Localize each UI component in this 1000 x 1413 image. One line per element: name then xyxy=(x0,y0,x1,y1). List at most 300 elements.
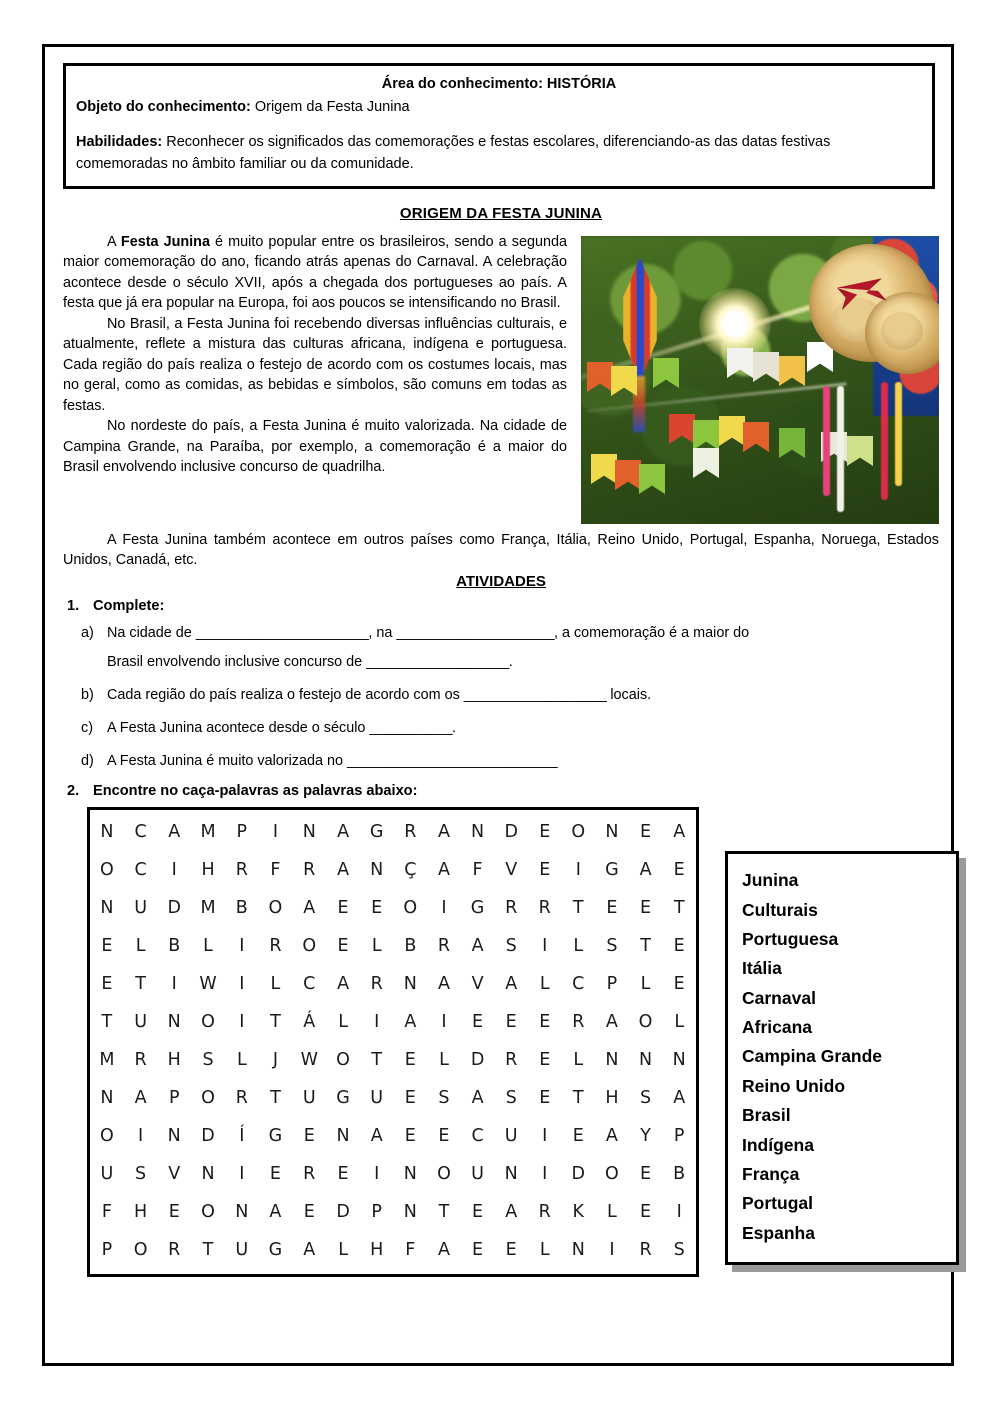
wordsearch-cell[interactable]: V xyxy=(505,860,518,881)
wordsearch-cell[interactable]: H xyxy=(605,1088,619,1109)
wordsearch-cell[interactable]: N xyxy=(403,1164,417,1185)
wordsearch-cell[interactable]: O xyxy=(100,860,114,881)
wordsearch-word-item: Reino Unido xyxy=(742,1075,846,1096)
wordsearch-cell[interactable]: A xyxy=(437,1240,450,1261)
wordsearch-cell[interactable]: A xyxy=(337,822,350,843)
wordsearch-row xyxy=(90,966,696,1004)
wordsearch-cell[interactable]: H xyxy=(134,1202,148,1223)
wordsearch-cell[interactable]: A xyxy=(303,1240,316,1261)
question-2-number: 2. xyxy=(67,783,80,800)
wordsearch-cell[interactable]: E xyxy=(640,822,652,843)
question-2-prompt xyxy=(63,783,939,799)
item-label-a: a) xyxy=(81,624,94,641)
wordsearch-cell[interactable]: S xyxy=(505,936,517,957)
wordsearch-cell[interactable]: A xyxy=(505,1202,518,1223)
wordsearch-cell[interactable]: T xyxy=(135,974,146,995)
wordsearch-cell[interactable]: S xyxy=(438,1088,450,1109)
question-1d xyxy=(63,750,939,773)
wordsearch-cell[interactable]: N xyxy=(605,1050,619,1071)
wordsearch-cell[interactable]: G xyxy=(470,898,485,919)
wordsearch-row xyxy=(90,890,696,928)
wordsearch-cell[interactable]: N xyxy=(504,1164,518,1185)
wordsearch-cell[interactable]: W xyxy=(199,974,217,995)
wordsearch-cell[interactable]: N xyxy=(403,974,417,995)
wordsearch-cell[interactable]: E xyxy=(168,1202,180,1223)
wordsearch-cell[interactable]: Í xyxy=(239,1126,245,1147)
wordsearch-cell[interactable]: E xyxy=(539,1050,551,1071)
wordsearch-cell[interactable]: L xyxy=(203,936,213,957)
item-label-c: c) xyxy=(81,720,93,737)
skills-label: Habilidades: xyxy=(76,134,163,151)
wordsearch-cell[interactable]: U xyxy=(370,1088,384,1109)
answer-blank-c1[interactable]: ___________ xyxy=(369,720,452,737)
wordsearch-cell[interactable]: L xyxy=(539,1240,550,1261)
wordsearch-cell[interactable]: O xyxy=(268,898,283,919)
wordsearch-cell[interactable]: D xyxy=(201,1126,215,1147)
wordsearch-word-item: Itália xyxy=(742,958,782,979)
wordsearch-row xyxy=(90,852,696,890)
wordsearch-cell[interactable]: L xyxy=(640,974,651,995)
wordsearch-cell[interactable]: A xyxy=(337,860,350,881)
wordsearch-cell[interactable]: P xyxy=(168,1088,180,1109)
wordsearch-cell[interactable]: N xyxy=(100,898,114,919)
wordsearch-cell[interactable]: T xyxy=(572,898,584,919)
wordsearch-cell[interactable]: A xyxy=(505,974,518,995)
article-paragraph-3: No nordeste do país, a Festa Junina é muito valorizada. Na cidade de Campina Grande, na Paraíba, por exemplo, a comemoração é a maior do Brasil envolvendo inclusive concurso de quadrilha. xyxy=(63,418,567,475)
wordsearch-cell[interactable]: I xyxy=(374,1164,380,1185)
wordsearch-cell[interactable]: U xyxy=(302,1088,316,1109)
wordsearch-cell[interactable]: N xyxy=(571,1240,585,1261)
wordsearch-cell[interactable]: U xyxy=(471,1164,484,1185)
wordsearch-cell[interactable]: A xyxy=(404,1012,417,1033)
wordsearch-cell[interactable]: G xyxy=(336,1088,350,1109)
wordsearch-cell[interactable]: M xyxy=(99,1050,115,1071)
wordsearch-cell[interactable]: F xyxy=(472,860,483,881)
wordsearch-cell[interactable]: N xyxy=(167,1012,181,1033)
wordsearch-cell[interactable]: U xyxy=(504,1126,518,1147)
answer-blank-a2[interactable]: _____________________ xyxy=(396,624,554,641)
wordsearch-cell[interactable]: I xyxy=(138,1126,144,1147)
knowledge-object-line xyxy=(76,97,922,118)
wordsearch-cell[interactable]: A xyxy=(303,898,316,919)
answer-blank-b1[interactable]: ___________________ xyxy=(463,687,607,703)
item-a-text-1: Na cidade de xyxy=(107,624,196,641)
wordsearch-cell[interactable]: R xyxy=(303,860,316,881)
wordsearch-cell[interactable]: R xyxy=(303,1164,316,1185)
wordsearch-cell[interactable]: A xyxy=(605,1126,618,1147)
wordsearch-cell[interactable]: L xyxy=(270,974,281,995)
wordsearch-word-item: Indígena xyxy=(742,1134,814,1155)
wordsearch-row xyxy=(90,1156,696,1194)
wordsearch-cell[interactable]: E xyxy=(539,860,551,881)
wordsearch-cell[interactable]: F xyxy=(270,860,281,881)
wordsearch-cell[interactable]: C xyxy=(471,1126,484,1147)
wordsearch-cell[interactable]: O xyxy=(571,822,586,843)
wordsearch-cell[interactable]: E xyxy=(303,1202,315,1223)
wordsearch-cell[interactable]: E xyxy=(640,1202,652,1223)
wordsearch-word-item: Portuguesa xyxy=(742,928,839,949)
wordsearch-cell[interactable]: E xyxy=(539,1012,551,1033)
wordsearch-cell[interactable]: D xyxy=(571,1164,586,1185)
wordsearch-cell[interactable]: A xyxy=(639,860,652,881)
wordsearch-cell[interactable]: N xyxy=(100,822,114,843)
question-1a xyxy=(63,622,939,674)
question-1b xyxy=(63,684,939,707)
question-1-prompt xyxy=(63,598,939,614)
wordsearch-cell[interactable]: O xyxy=(638,1012,653,1033)
wordsearch-cell[interactable]: N xyxy=(639,1050,653,1071)
wordsearch-cell[interactable]: R xyxy=(505,898,518,919)
wordsearch-cell[interactable]: A xyxy=(471,1088,484,1109)
wordsearch-cell[interactable]: R xyxy=(235,1088,248,1109)
wordsearch-row xyxy=(90,1194,696,1232)
wordsearch-cell[interactable]: R xyxy=(505,1050,518,1071)
worksheet-content xyxy=(63,199,939,1307)
wordsearch-cell[interactable]: S xyxy=(606,936,618,957)
wordsearch-cell[interactable]: N xyxy=(672,1050,686,1071)
wordsearch-cell[interactable]: R xyxy=(134,1050,147,1071)
wordsearch-cell[interactable]: L xyxy=(573,936,584,957)
article-paragraph-2: No Brasil, a Festa Junina foi recebendo diversas influências culturais, e atualmente, reflete a mistura das culturas africana, indígena e portuguesa. Cada região do país realiza o festejo de acordo com os costumes locais, mas no geral, como as comidas, as bebidas e símbolos, são comuns em todas as festas. xyxy=(63,315,567,414)
photo-ribbon xyxy=(895,382,902,486)
wordsearch-cell[interactable]: C xyxy=(572,974,585,995)
wordsearch-cell[interactable]: N xyxy=(471,822,485,843)
wordsearch-cell[interactable]: I xyxy=(239,1012,245,1033)
wordsearch-cell[interactable]: E xyxy=(101,936,113,957)
wordsearch-cell[interactable]: F xyxy=(405,1240,416,1261)
wordsearch-cell[interactable]: B xyxy=(168,936,181,957)
wordsearch-cell[interactable]: A xyxy=(605,1012,618,1033)
wordsearch-word-item: Espanha xyxy=(742,1222,815,1243)
wordsearch-cell[interactable]: L xyxy=(371,936,382,957)
knowledge-meta-box xyxy=(63,63,935,189)
wordsearch-cell[interactable]: S xyxy=(673,1240,685,1261)
wordsearch-grid[interactable] xyxy=(90,814,696,1270)
wordsearch-grid-body xyxy=(90,814,696,1270)
wordsearch-cell[interactable]: G xyxy=(605,860,619,881)
wordsearch-cell[interactable]: E xyxy=(539,822,551,843)
wordsearch-cell[interactable]: A xyxy=(134,1088,147,1109)
wordsearch-cell[interactable]: L xyxy=(573,1050,584,1071)
wordsearch-cell[interactable]: O xyxy=(336,1050,350,1071)
wordsearch-cell[interactable]: T xyxy=(270,1088,281,1109)
wordsearch-cell[interactable]: C xyxy=(303,974,316,995)
wordsearch-row xyxy=(90,1042,696,1080)
item-b-text-1: Cada região do país realiza o festejo de acordo com os xyxy=(107,687,464,703)
wordsearch-cell[interactable]: T xyxy=(371,1050,383,1071)
photo-ribbon xyxy=(823,386,830,496)
wordsearch-cell[interactable]: T xyxy=(101,1012,113,1033)
meta-spacer xyxy=(76,118,922,132)
wordsearch-cell[interactable]: L xyxy=(439,1050,449,1071)
wordsearch-word-list-box xyxy=(725,851,959,1265)
wordsearch-cell[interactable]: Y xyxy=(640,1126,651,1147)
wordsearch-cell[interactable]: E xyxy=(472,1012,484,1033)
wordsearch-cell[interactable]: S xyxy=(135,1164,147,1185)
knowledge-object-label: Objeto do conhecimento: xyxy=(76,99,251,116)
wordsearch-cell[interactable]: A xyxy=(437,974,450,995)
wordsearch-cell[interactable]: K xyxy=(572,1202,585,1223)
wordsearch-cell[interactable]: T xyxy=(438,1202,450,1223)
wordsearch-cell[interactable]: D xyxy=(470,1050,485,1071)
wordsearch-cell[interactable]: I xyxy=(239,974,245,995)
wordsearch-cell[interactable]: L xyxy=(607,1202,617,1223)
knowledge-area-line: Área do conhecimento: HISTÓRIA xyxy=(381,76,617,92)
wordsearch-cell[interactable]: P xyxy=(371,1202,382,1223)
wordsearch-cell[interactable]: E xyxy=(673,974,685,995)
wordsearch-cell[interactable]: R xyxy=(404,822,417,843)
answer-blank-d1[interactable]: ____________________________ xyxy=(346,753,558,770)
wordsearch-cell[interactable]: R xyxy=(538,898,551,919)
wordsearch-row xyxy=(90,1004,696,1042)
wordsearch-cell[interactable]: A xyxy=(337,974,350,995)
wordsearch-cell[interactable]: E xyxy=(337,1164,349,1185)
photo-ribbon xyxy=(837,386,844,512)
question-2-text: Encontre no caça-palavras as palavras abaixo: xyxy=(93,783,418,800)
wordsearch-cell[interactable]: N xyxy=(167,1126,181,1147)
wordsearch-cell[interactable]: E xyxy=(337,936,349,957)
wordsearch-cell[interactable]: O xyxy=(100,1126,114,1147)
wordsearch-cell[interactable]: D xyxy=(504,822,518,843)
question-1-number: 1. xyxy=(67,597,80,614)
wordsearch-cell[interactable]: I xyxy=(542,936,548,957)
wordsearch-cell[interactable]: G xyxy=(268,1240,283,1261)
wordsearch-cell[interactable]: L xyxy=(236,1050,247,1071)
question-1-text: Complete: xyxy=(93,597,165,614)
wordsearch-cell[interactable]: I xyxy=(374,1012,380,1033)
wordsearch-cell[interactable]: E xyxy=(404,1088,416,1109)
wordsearch-cell[interactable]: A xyxy=(269,1202,282,1223)
wordsearch-cell[interactable]: O xyxy=(605,1164,619,1185)
wordsearch-cell[interactable]: V xyxy=(168,1164,181,1185)
item-c-text-2: . xyxy=(451,720,456,737)
wordsearch-cell[interactable]: R xyxy=(235,860,248,881)
wordsearch-cell[interactable]: I xyxy=(676,1202,682,1223)
wordsearch-cell[interactable]: P xyxy=(673,1126,685,1147)
photo-straw-hat-crown xyxy=(881,312,923,350)
knowledge-object-value: Origem da Festa Junina xyxy=(254,99,410,116)
article-paragraph-4: A Festa Junina também acontece em outros países como França, Itália, Reino Unido, Portugal, Espanha, Noruega, Estados Unidos, Canadá, etc. xyxy=(63,532,939,569)
wordsearch-cell[interactable]: L xyxy=(338,1240,348,1261)
wordsearch-cell[interactable]: T xyxy=(270,1012,281,1033)
wordsearch-cell[interactable]: N xyxy=(336,1126,350,1147)
wordsearch-cell[interactable]: I xyxy=(542,1164,548,1185)
wordsearch-cell[interactable]: A xyxy=(673,1088,686,1109)
wordsearch-cell[interactable]: N xyxy=(100,1088,114,1109)
wordsearch-cell[interactable]: E xyxy=(371,898,383,919)
item-a-text-4: Brasil envolvendo inclusive concurso de xyxy=(107,653,367,670)
wordsearch-row xyxy=(90,1118,696,1156)
wordsearch-cell[interactable]: E xyxy=(673,860,685,881)
wordsearch-cell[interactable]: L xyxy=(338,1012,348,1033)
wordsearch-row xyxy=(90,1232,696,1270)
item-label-b: b) xyxy=(81,687,94,703)
wordsearch-cell[interactable]: R xyxy=(639,1240,652,1261)
wordsearch-cell[interactable]: O xyxy=(302,936,317,957)
wordsearch-cell[interactable]: G xyxy=(369,822,384,843)
wordsearch-cell[interactable]: A xyxy=(673,822,686,843)
wordsearch-cell[interactable]: E xyxy=(404,1050,416,1071)
wordsearch-cell[interactable]: P xyxy=(236,822,248,843)
wordsearch-cell[interactable]: I xyxy=(441,1012,447,1033)
wordsearch-cell[interactable]: H xyxy=(167,1050,181,1071)
wordsearch-cell[interactable]: B xyxy=(404,936,417,957)
wordsearch-cell[interactable]: E xyxy=(505,1012,517,1033)
item-a-text-5: . xyxy=(508,653,513,670)
wordsearch-cell[interactable]: R xyxy=(538,1202,551,1223)
p1-rest: é muito popular entre os brasileiros, sendo a segunda maior comemoração do ano, ficando atrás apenas do Carnaval. A celebração acontece desde o século XVII, após a chegada dos portugueses ao país. A festa que já era popular na Europa, foi aos poucos se intensificando no Brasil. xyxy=(63,234,567,312)
wordsearch-cell[interactable]: R xyxy=(572,1012,585,1033)
wordsearch-row xyxy=(90,928,696,966)
wordsearch-cell[interactable]: G xyxy=(268,1126,283,1147)
wordsearch-cell[interactable]: H xyxy=(370,1240,384,1261)
wordsearch-cell[interactable]: Ç xyxy=(404,860,417,881)
wordsearch-cell[interactable]: D xyxy=(336,1202,350,1223)
wordsearch-cell[interactable]: N xyxy=(201,1164,215,1185)
item-d-text-1: A Festa Junina é muito valorizada no xyxy=(107,753,347,770)
wordsearch-cell[interactable]: E xyxy=(303,1126,315,1147)
wordsearch-cell[interactable]: I xyxy=(272,822,278,843)
wordsearch-cell[interactable]: F xyxy=(101,1202,112,1223)
wordsearch-cell[interactable]: O xyxy=(133,1240,148,1261)
skills-value: Reconhecer os significados das comemorações e festas escolares, diferenciando-as das datas festivas comemoradas no âmbito familiar ou da comunidade. xyxy=(76,134,831,172)
wordsearch-area xyxy=(63,807,939,1307)
wordsearch-cell[interactable]: A xyxy=(370,1126,383,1147)
wordsearch-cell[interactable]: N xyxy=(605,822,619,843)
wordsearch-cell[interactable]: P xyxy=(101,1240,113,1261)
wordsearch-cell[interactable]: R xyxy=(269,936,282,957)
wordsearch-cell[interactable]: I xyxy=(239,1164,245,1185)
article-title: ORIGEM DA FESTA JUNINA xyxy=(399,205,603,222)
wordsearch-cell[interactable]: I xyxy=(542,1126,548,1147)
p1-lead: A xyxy=(107,234,121,250)
wordsearch-cell[interactable]: O xyxy=(201,1012,215,1033)
wordsearch-word-item: Junina xyxy=(742,870,799,891)
wordsearch-cell[interactable]: O xyxy=(403,898,418,919)
item-a-text-2: , na xyxy=(368,624,397,641)
wordsearch-cell[interactable]: E xyxy=(673,936,685,957)
wordsearch-cell[interactable]: P xyxy=(606,974,618,995)
wordsearch-word-item: Campina Grande xyxy=(742,1046,883,1067)
wordsearch-word-item: Brasil xyxy=(742,1105,791,1126)
wordsearch-cell[interactable]: E xyxy=(472,1240,484,1261)
festa-junina-bold: Festa Junina xyxy=(120,234,210,250)
item-a-text-3: , a comemoração é a maior do xyxy=(553,624,750,641)
wordsearch-cell[interactable]: I xyxy=(171,974,177,995)
wordsearch-cell[interactable]: T xyxy=(572,1088,584,1109)
wordsearch-cell[interactable]: E xyxy=(269,1164,281,1185)
worksheet-page xyxy=(42,44,954,1366)
wordsearch-cell[interactable]: I xyxy=(441,898,447,919)
wordsearch-cell[interactable]: V xyxy=(471,974,484,995)
wordsearch-cell[interactable]: E xyxy=(404,1126,416,1147)
wordsearch-cell[interactable]: R xyxy=(437,936,451,957)
wordsearch-cell[interactable]: A xyxy=(168,822,181,843)
wordsearch-cell[interactable]: E xyxy=(505,1240,517,1261)
wordsearch-word-item: Portugal xyxy=(742,1193,813,1214)
wordsearch-cell[interactable]: Á xyxy=(303,1012,316,1033)
wordsearch-cell[interactable]: L xyxy=(674,1012,685,1033)
wordsearch-cell[interactable]: T xyxy=(640,936,651,957)
festa-junina-photo xyxy=(581,236,939,524)
question-1c xyxy=(63,717,939,740)
wordsearch-cell[interactable]: H xyxy=(201,860,215,881)
wordsearch-cell[interactable]: U xyxy=(235,1240,249,1261)
answer-blank-a3[interactable]: ___________________ xyxy=(366,653,509,670)
wordsearch-cell[interactable]: T xyxy=(202,1240,214,1261)
wordsearch-grid-box xyxy=(87,807,699,1277)
activities-title: ATIVIDADES xyxy=(456,572,546,590)
wordsearch-cell[interactable]: C xyxy=(134,860,147,881)
wordsearch-cell[interactable]: J xyxy=(272,1050,278,1071)
wordsearch-cell[interactable]: E xyxy=(640,1164,652,1185)
wordsearch-cell[interactable]: A xyxy=(437,822,450,843)
wordsearch-cell[interactable]: U xyxy=(100,1164,114,1185)
wordsearch-cell[interactable]: A xyxy=(471,936,484,957)
wordsearch-word-item: Carnaval xyxy=(742,987,816,1008)
wordsearch-cell[interactable]: B xyxy=(235,898,248,919)
wordsearch-row xyxy=(90,1080,696,1118)
wordsearch-cell[interactable]: O xyxy=(437,1164,451,1185)
wordsearch-cell[interactable]: B xyxy=(673,1164,686,1185)
answer-blank-a1[interactable]: _______________________ xyxy=(195,624,369,641)
item-b-text-2: locais. xyxy=(606,687,652,703)
wordsearch-cell[interactable]: I xyxy=(171,860,177,881)
skills-line xyxy=(76,132,922,176)
wordsearch-cell[interactable]: U xyxy=(134,1012,147,1033)
item-label-d: d) xyxy=(81,753,94,770)
wordsearch-cell[interactable]: S xyxy=(202,1050,214,1071)
wordsearch-cell[interactable]: A xyxy=(437,860,450,881)
wordsearch-cell[interactable]: T xyxy=(673,898,685,919)
wordsearch-cell[interactable]: D xyxy=(167,898,181,919)
wordsearch-cell[interactable]: N xyxy=(403,1202,417,1223)
wordsearch-cell[interactable]: O xyxy=(201,1202,215,1223)
wordsearch-cell[interactable]: I xyxy=(575,860,581,881)
wordsearch-cell[interactable]: N xyxy=(235,1202,249,1223)
wordsearch-cell[interactable]: N xyxy=(302,822,316,843)
wordsearch-cell[interactable]: R xyxy=(370,974,383,995)
wordsearch-word-item: Culturais xyxy=(742,899,818,920)
wordsearch-cell[interactable]: C xyxy=(134,822,147,843)
wordsearch-cell[interactable]: N xyxy=(370,860,384,881)
wordsearch-cell[interactable]: E xyxy=(472,1202,484,1223)
wordsearch-cell[interactable]: I xyxy=(239,936,245,957)
wordsearch-cell[interactable]: R xyxy=(168,1240,181,1261)
wordsearch-cell[interactable]: E xyxy=(606,898,618,919)
wordsearch-cell[interactable]: E xyxy=(572,1126,584,1147)
item-a-line-2 xyxy=(81,651,939,674)
wordsearch-cell[interactable]: L xyxy=(135,936,146,957)
wordsearch-cell[interactable]: O xyxy=(201,1088,215,1109)
wordsearch-cell[interactable]: E xyxy=(101,974,113,995)
wordsearch-cell[interactable]: S xyxy=(640,1088,652,1109)
wordsearch-cell[interactable]: E xyxy=(337,898,349,919)
wordsearch-cell[interactable]: M xyxy=(200,898,216,919)
wordsearch-cell[interactable]: E xyxy=(438,1126,450,1147)
wordsearch-cell[interactable]: I xyxy=(609,1240,615,1261)
wordsearch-cell[interactable]: M xyxy=(200,822,216,843)
wordsearch-cell[interactable]: E xyxy=(539,1088,551,1109)
wordsearch-cell[interactable]: E xyxy=(640,898,652,919)
wordsearch-cell[interactable]: U xyxy=(134,898,147,919)
wordsearch-cell[interactable]: L xyxy=(539,974,550,995)
wordsearch-word-list xyxy=(742,866,956,1248)
wordsearch-row xyxy=(90,814,696,852)
wordsearch-cell[interactable]: W xyxy=(300,1050,318,1071)
wordsearch-word-item: Africana xyxy=(742,1017,813,1038)
wordsearch-cell[interactable]: S xyxy=(505,1088,517,1109)
